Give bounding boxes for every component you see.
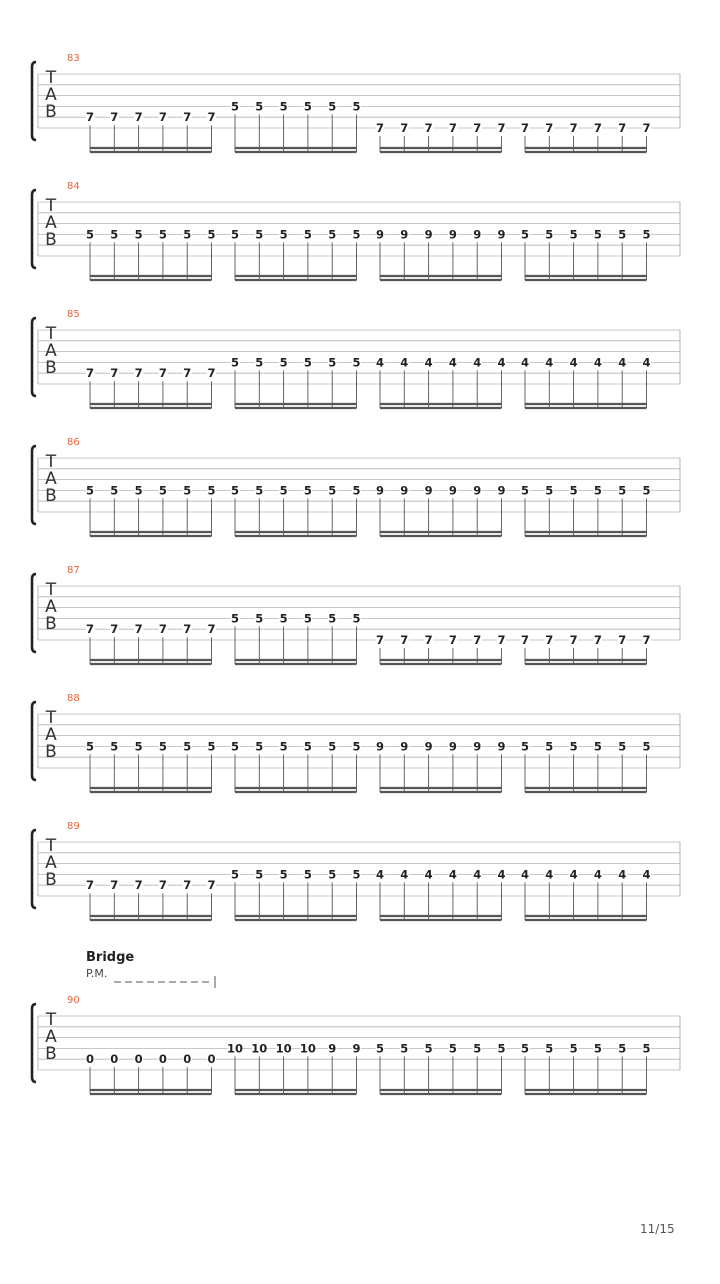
fret-number: 5 [230,483,240,498]
fret-number: 4 [375,355,385,370]
system-bracket [32,62,36,140]
fret-number: 5 [303,99,312,114]
fret-number: 5 [303,483,312,498]
fret-number: 7 [207,366,216,381]
fret-number: 0 [110,1052,119,1067]
fret-number: 4 [618,867,627,882]
fret-number: 7 [424,121,433,135]
fret-number: 5 [255,483,264,498]
fret-number: 5 [593,1041,602,1056]
fret-number: 4 [593,355,602,370]
fret-number: 5 [352,867,361,882]
fret-number: 7 [497,633,506,647]
fret-number: 5 [158,227,167,242]
fret-number: 7 [110,366,119,381]
fret-number: 5 [183,227,192,242]
tab-system [32,181,680,280]
bar-number: 88 [67,693,80,704]
fret-number: 5 [497,1041,506,1056]
fret-number: 5 [230,867,240,882]
fret-number: 5 [352,483,361,498]
fret-number: 4 [642,355,651,370]
fret-number: 7 [520,121,530,135]
fret-number: 5 [230,739,240,754]
tab-clef-letter: A [45,1027,57,1047]
fret-number: 7 [158,110,167,125]
fret-number: 0 [183,1052,192,1067]
fret-number: 5 [328,99,337,114]
fret-number: 5 [230,355,240,370]
fret-number: 9 [424,483,433,498]
tab-clef-letter: A [45,597,57,617]
fret-number: 9 [497,227,506,242]
fret-number: 4 [424,867,433,882]
tab-clef-letter: B [45,102,57,122]
fret-number: 7 [642,633,651,647]
fret-number: 4 [400,355,409,370]
tab-system [32,821,680,920]
fret-number: 4 [473,355,482,370]
fret-number: 5 [85,739,95,754]
fret-number: 7 [110,110,119,125]
fret-number: 5 [642,483,651,498]
system-bracket [32,190,36,268]
fret-number: 9 [473,227,482,242]
tab-clef-letter: T [45,708,57,728]
fret-number: 5 [545,739,554,754]
fret-number: 7 [473,633,482,647]
fret-number: 5 [85,483,95,498]
fret-number: 0 [158,1052,167,1067]
fret-number: 7 [110,878,119,893]
fret-number: 9 [448,483,457,498]
fret-number: 5 [230,611,240,626]
tab-system [32,437,680,536]
fret-number: 5 [352,355,361,370]
tab-clef-letter: T [45,196,57,216]
tab-clef-letter: B [45,486,57,506]
fret-number: 7 [134,622,143,637]
fret-number: 5 [303,611,312,626]
fret-number: 5 [520,1041,530,1056]
fret-number: 0 [134,1052,143,1067]
fret-number: 9 [497,483,506,498]
fret-number: 5 [448,1041,457,1056]
fret-number: 9 [400,739,409,754]
tab-system [32,53,680,152]
tab-clef-letter: T [45,68,57,88]
fret-number: 5 [207,483,216,498]
fret-number: 7 [618,121,627,135]
fret-number: 5 [569,739,578,754]
fret-number: 4 [448,355,457,370]
fret-number: 5 [279,611,288,626]
fret-number: 9 [473,483,482,498]
fret-number: 7 [448,633,457,647]
system-bracket [32,702,36,780]
fret-number: 5 [593,739,602,754]
fret-number: 4 [545,355,554,370]
fret-number: 5 [352,227,361,242]
tab-clef-letter: A [45,341,57,361]
fret-number: 7 [183,622,192,637]
tab-clef-letter: B [45,230,57,250]
system-bracket [32,318,36,396]
tab-clef-letter: A [45,213,57,233]
fret-number: 5 [569,1041,578,1056]
fret-number: 9 [448,227,457,242]
fret-number: 5 [85,227,95,242]
fret-number: 5 [303,227,312,242]
tab-clef-letter: A [45,85,57,105]
fret-number: 4 [473,867,482,882]
fret-number: 5 [110,227,119,242]
fret-number: 5 [279,739,288,754]
fret-number: 5 [255,867,264,882]
fret-number: 5 [569,227,578,242]
tab-clef-letter: B [45,614,57,634]
fret-number: 5 [279,227,288,242]
fret-number: 0 [85,1052,95,1067]
fret-number: 7 [473,121,482,135]
tab-clef-letter: T [45,580,57,600]
fret-number: 5 [255,355,264,370]
fret-number: 9 [375,483,385,498]
fret-number: 9 [375,739,385,754]
fret-number: 5 [303,739,312,754]
tab-clef-letter: A [45,469,57,489]
fret-number: 5 [618,1041,627,1056]
fret-number: 7 [207,622,216,637]
fret-number: 5 [545,483,554,498]
fret-number: 5 [279,99,288,114]
fret-number: 5 [303,867,312,882]
fret-number: 5 [328,483,337,498]
tab-system [32,995,680,1094]
bar-number: 87 [67,565,80,576]
fret-number: 5 [255,739,264,754]
fret-number: 7 [618,633,627,647]
fret-number: 9 [400,227,409,242]
fret-number: 5 [424,1041,433,1056]
fret-number: 7 [183,110,192,125]
fret-number: 5 [328,227,337,242]
fret-number: 5 [279,355,288,370]
fret-number: 7 [85,110,95,125]
system-bracket [32,1004,36,1082]
fret-number: 7 [520,633,530,647]
fret-number: 5 [230,227,240,242]
fret-number: 4 [569,867,578,882]
fret-number: 5 [303,355,312,370]
fret-number: 7 [448,121,457,135]
fret-number: 5 [207,227,216,242]
fret-number: 4 [497,867,506,882]
fret-number: 7 [207,110,216,125]
page-number: 11/15 [640,1222,675,1236]
fret-number: 7 [134,366,143,381]
fret-number: 7 [569,633,578,647]
fret-number: 9 [352,1041,361,1056]
tab-clef-letter: B [45,358,57,378]
fret-number: 4 [497,355,506,370]
system-bracket [32,830,36,908]
fret-number: 5 [569,483,578,498]
fret-number: 5 [593,483,602,498]
tab-clef-letter: B [45,742,57,762]
tab-clef-letter: T [45,836,57,856]
fret-number: 5 [279,867,288,882]
fret-number: 5 [400,1041,409,1056]
fret-number: 7 [375,633,385,647]
fret-number: 7 [207,878,216,893]
fret-number: 7 [375,121,385,135]
fret-number: 5 [207,739,216,754]
tab-clef-letter: B [45,1044,57,1064]
fret-number: 7 [400,633,409,647]
fret-number: 5 [593,227,602,242]
fret-number: 9 [473,739,482,754]
fret-number: 7 [400,121,409,135]
fret-number: 4 [545,867,554,882]
fret-number: 5 [255,227,264,242]
fret-number: 5 [352,611,361,626]
fret-number: 5 [230,99,240,114]
fret-number: 5 [328,739,337,754]
fret-number: 5 [279,483,288,498]
fret-number: 5 [134,227,143,242]
fret-number: 5 [520,227,530,242]
fret-number: 9 [497,739,506,754]
fret-number: 0 [207,1052,216,1067]
fret-number: 5 [618,739,627,754]
fret-number: 5 [255,611,264,626]
system-bracket [32,574,36,652]
tab-clef-letter: B [45,870,57,890]
fret-number: 5 [183,739,192,754]
fret-number: 10 [299,1041,316,1056]
fret-number: 4 [520,867,530,882]
fret-number: 7 [158,878,167,893]
bar-number: 84 [67,181,80,192]
fret-number: 5 [328,611,337,626]
fret-number: 4 [593,867,602,882]
fret-number: 7 [183,366,192,381]
bar-number: 83 [67,53,80,64]
fret-number: 5 [618,227,627,242]
tab-clef-letter: T [45,452,57,472]
fret-number: 5 [255,99,264,114]
palm-mute-label: P.M. [86,967,108,980]
fret-number: 7 [134,878,143,893]
fret-number: 9 [328,1041,337,1056]
fret-number: 7 [593,633,602,647]
fret-number: 4 [642,867,651,882]
tab-clef-letter: T [45,324,57,344]
fret-number: 5 [328,355,337,370]
fret-number: 5 [375,1041,385,1056]
tab-clef-letter: A [45,725,57,745]
fret-number: 4 [424,355,433,370]
bar-number: 85 [67,309,80,320]
fret-number: 5 [520,739,530,754]
fret-number: 7 [85,878,95,893]
fret-number: 5 [183,483,192,498]
tab-clef-letter: A [45,853,57,873]
tab-system [32,565,680,664]
fret-number: 5 [352,99,361,114]
fret-number: 5 [134,483,143,498]
fret-number: 9 [400,483,409,498]
bar-number: 90 [67,995,80,1006]
tab-system [32,693,680,792]
fret-number: 5 [545,227,554,242]
fret-number: 5 [328,867,337,882]
fret-number: 7 [183,878,192,893]
fret-number: 5 [158,739,167,754]
fret-number: 7 [497,121,506,135]
fret-number: 4 [448,867,457,882]
fret-number: 10 [275,1041,292,1056]
fret-number: 7 [85,622,95,637]
fret-number: 5 [642,1041,651,1056]
fret-number: 5 [158,483,167,498]
fret-number: 10 [251,1041,268,1056]
system-bracket [32,446,36,524]
fret-number: 7 [158,622,167,637]
fret-number: 7 [85,366,95,381]
fret-number: 4 [375,867,385,882]
fret-number: 4 [400,867,409,882]
fret-number: 7 [134,110,143,125]
fret-number: 7 [569,121,578,135]
fret-number: 7 [545,633,554,647]
fret-number: 5 [110,483,119,498]
fret-number: 5 [352,739,361,754]
fret-number: 9 [424,227,433,242]
fret-number: 5 [545,1041,554,1056]
fret-number: 9 [448,739,457,754]
fret-number: 10 [226,1041,244,1056]
fret-number: 7 [642,121,651,135]
fret-number: 5 [473,1041,482,1056]
fret-number: 5 [134,739,143,754]
section-label: Bridge [86,950,135,965]
fret-number: 4 [569,355,578,370]
fret-number: 4 [520,355,530,370]
fret-number: 7 [545,121,554,135]
tab-system [32,309,680,408]
fret-number: 5 [520,483,530,498]
tab-clef-letter: T [45,1010,57,1030]
fret-number: 5 [642,739,651,754]
fret-number: 7 [424,633,433,647]
fret-number: 7 [158,366,167,381]
fret-number: 7 [110,622,119,637]
fret-number: 9 [424,739,433,754]
fret-number: 5 [110,739,119,754]
bar-number: 86 [67,437,80,448]
fret-number: 9 [375,227,385,242]
fret-number: 5 [618,483,627,498]
fret-number: 5 [642,227,651,242]
bar-number: 89 [67,821,80,832]
fret-number: 7 [593,121,602,135]
fret-number: 4 [618,355,627,370]
